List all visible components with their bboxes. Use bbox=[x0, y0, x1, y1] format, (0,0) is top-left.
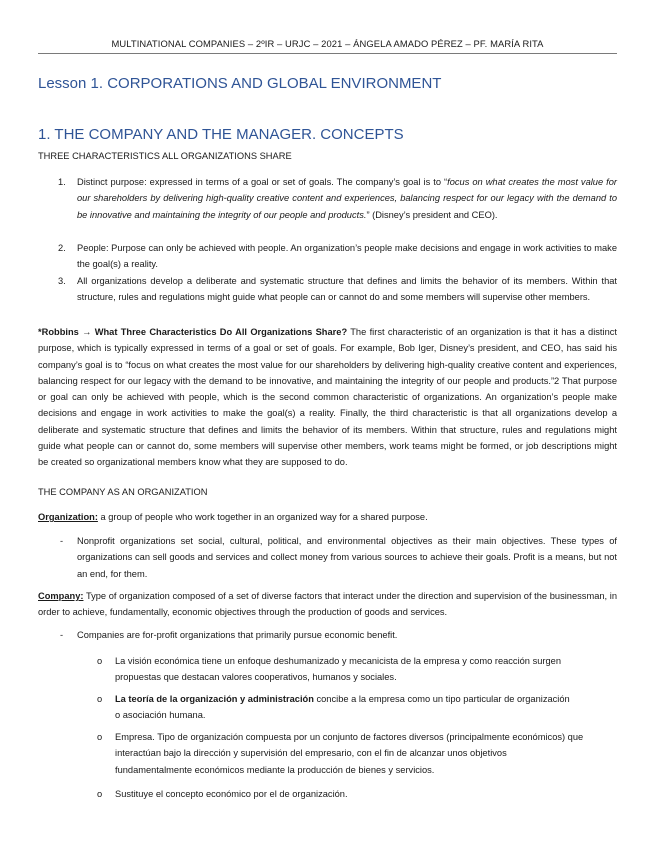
disney-quote: focus on what creates the most value for our shareholders by delivering high-quality creative content and experiences, balancing respect for our legacy with the demand to be innovative and maintaining the integrity of our people and products. bbox=[77, 177, 617, 220]
company-definition bbox=[38, 588, 617, 621]
list-number-1: 1. bbox=[58, 177, 66, 187]
sub-bullet-4: Sustituye el concepto económico por el de organización. bbox=[115, 789, 348, 799]
running-header: MULTINATIONAL COMPANIES – 2ºIR – URJC – 2021 – ÁNGELA AMADO PÉREZ – PF. MARÍA RITA bbox=[38, 38, 617, 54]
nonprofit-text: Nonprofit organizations set social, cultural, political, and environmental objectives as their main objectives. These types of organizations can sell goods and services and collect money from various sources to achieve their goals. Profit is a means, but not an end, for them. bbox=[77, 536, 617, 579]
sub-bullet-3: Empresa. Tipo de organización compuesta por un conjunto de factores diversos (principalmente económicos) que interactúan bajo la dirección y supervisión del empresario, con el fin de alcanzar unos objetivos fundamentalmente económicos mediante la producción de bienes y servicios. bbox=[115, 732, 584, 775]
forprofit-text: Companies are for-profit organizations that primarily pursue economic benefit. bbox=[77, 630, 398, 640]
sub-bullet-2 bbox=[115, 691, 570, 724]
sub-bullet-2-marker: o bbox=[97, 694, 103, 704]
list-item-2: People: Purpose can only be achieved with people. An organization’s people make decisions and engage in work activities to make the goal(s) a reality. bbox=[77, 243, 617, 270]
nonprofit-marker: - bbox=[60, 536, 64, 546]
list-item-1-pre: Distinct purpose: expressed in terms of a goal or set of goals. The company’s goal is to “ bbox=[77, 177, 448, 187]
organization-def: a group of people who work together in an organized way for a shared purpose. bbox=[97, 512, 428, 522]
robbins-lead: *Robbins → What Three Characteristics Do All Organizations Share? bbox=[38, 327, 348, 337]
company-term: Company: bbox=[38, 591, 84, 601]
organization-term: Organization: bbox=[38, 512, 98, 522]
theory-text: concibe a la empresa como un tipo particular de organización o asociación humana. bbox=[115, 694, 570, 721]
list-number-3: 3. bbox=[58, 276, 66, 286]
list-item-1 bbox=[77, 174, 617, 223]
list-number-2: 2. bbox=[58, 243, 66, 253]
robbins-paragraph bbox=[38, 324, 617, 471]
sub-bullet-1-marker: o bbox=[97, 656, 103, 666]
list-item-1-post: ” (Disney’s president and CEO). bbox=[366, 209, 498, 220]
subheading-characteristics: THREE CHARACTERISTICS ALL ORGANIZATIONS SHARE bbox=[38, 151, 292, 161]
list-item-3: All organizations develop a deliberate and systematic structure that defines and limits the behavior of its members. Within that structure, rules and regulations might guide what people can or cannot do and some members will supervise other members. bbox=[77, 276, 617, 303]
sub-bullet-4-marker: o bbox=[97, 789, 103, 799]
lesson-title: Lesson 1. CORPORATIONS AND GLOBAL ENVIRONMENT bbox=[38, 75, 442, 92]
sub-bullet-1: La visión económica tiene un enfoque deshumanizado y mecanicista de la empresa y como reacción surgen propuestas que destacan valores cooperativos, humanos y sociales. bbox=[115, 656, 561, 683]
company-def: Type of organization composed of a set of diverse factors that interact under the direction and supervision of the businessman, in order to achieve, fundamentally, economic objectives through the production of goods and services. bbox=[38, 591, 617, 618]
company-as-organization-heading: THE COMPANY AS AN ORGANIZATION bbox=[38, 487, 208, 497]
theory-term: La teoría de la organización y administración bbox=[115, 694, 314, 704]
organization-definition bbox=[38, 509, 617, 525]
forprofit-marker: - bbox=[60, 630, 64, 640]
section-title: 1. THE COMPANY AND THE MANAGER. CONCEPTS bbox=[38, 126, 404, 143]
robbins-body: The first characteristic of an organization is that it has a distinct purpose, which is typically expressed in terms of a goal or set of goals. For example, Bob Iger, Disney’s president, and CEO, has said his company’s goal is to “focus on what creates the most value for our shareholders by delivering high-quality creative content and experiences, balancing respect for our legacy with the demand to be innovative, and maintaining the integrity of our people and products.”2 That purpose or goal can only be achieved with people, which is the second common characteristic of organizations. An organization’s people make decisions and engage in work activities to make the goal(s) a reality. Finally, the third characteristic is that all organizations develop a deliberate and systematic structure that defines and limits the behavior of its members. Within that structure, rules and regulations might guide what people can or cannot do, some members will supervise other members, work teams might be formed, or job descriptions might be created so organizational members know what they are supposed to do. bbox=[38, 327, 617, 468]
sub-bullet-3-marker: o bbox=[97, 732, 103, 742]
